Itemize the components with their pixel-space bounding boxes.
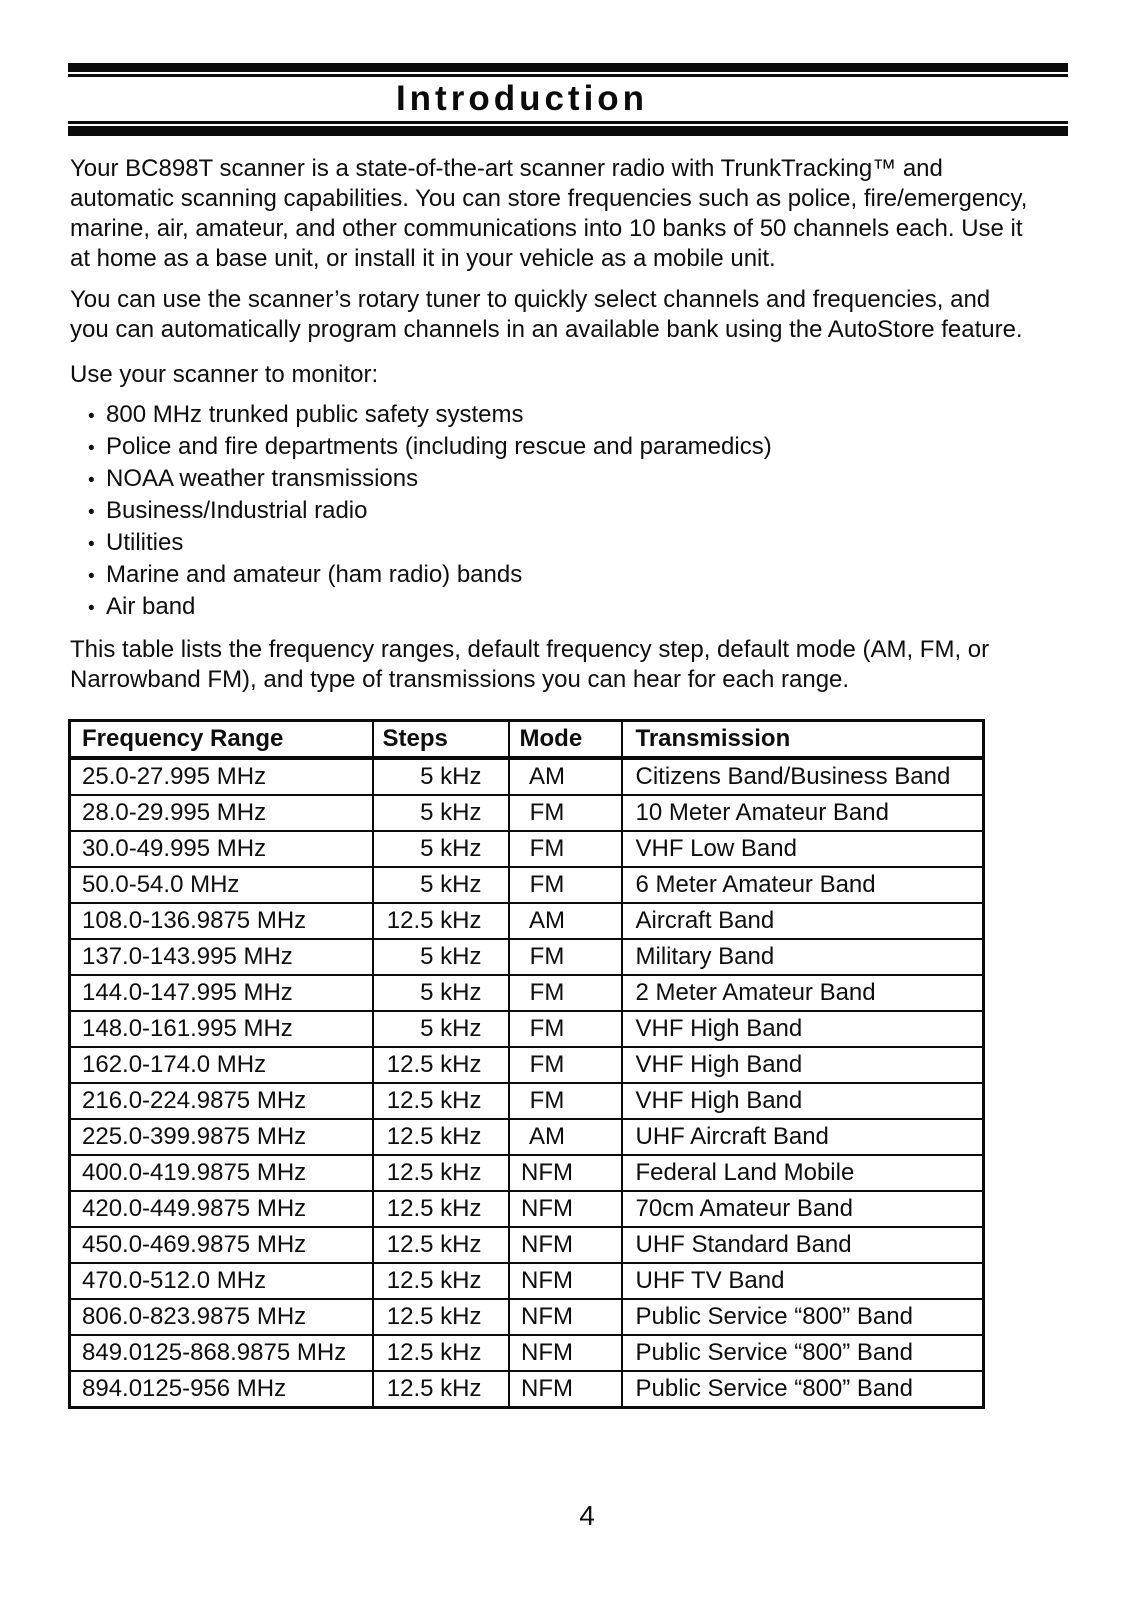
- text-line: you can automatically program channels in an available bank using the AutoStore feature.: [70, 316, 1023, 343]
- transmission-cell: 2 Meter Amateur Band: [622, 975, 984, 1011]
- bullet-icon: •: [88, 470, 95, 491]
- frequency-range-cell: 806.0-823.9875 MHz: [70, 1299, 373, 1335]
- mode-cell: FM: [509, 1011, 622, 1047]
- table-description-paragraph: [70, 635, 1070, 695]
- steps-cell: 12.5 kHz: [373, 1191, 509, 1227]
- bullet-label: Air band: [106, 593, 196, 620]
- bullet-label: Utilities: [106, 529, 184, 556]
- frequency-range-cell: 144.0-147.995 MHz: [70, 975, 373, 1011]
- text-line: Narrowband FM), and type of transmissions you can hear for each range.: [70, 666, 850, 693]
- mode-cell: NFM: [509, 1191, 622, 1227]
- mode-cell: NFM: [509, 1227, 622, 1263]
- transmission-cell: Aircraft Band: [622, 903, 984, 939]
- transmission-cell: VHF High Band: [622, 1083, 984, 1119]
- transmission-cell: Federal Land Mobile: [622, 1155, 984, 1191]
- bullet-icon: •: [88, 598, 95, 619]
- column-header: Mode: [509, 721, 622, 759]
- text-line: Use your scanner to monitor:: [70, 361, 379, 388]
- steps-cell: 12.5 kHz: [373, 1155, 509, 1191]
- column-header: Frequency Range: [70, 721, 373, 759]
- text-line: at home as a base unit, or install it in your vehicle as a mobile unit.: [70, 245, 776, 272]
- mode-cell: FM: [509, 975, 622, 1011]
- transmission-cell: Citizens Band/Business Band: [622, 758, 984, 795]
- table-row: [70, 975, 984, 1011]
- transmission-cell: VHF High Band: [622, 1011, 984, 1047]
- steps-cell: 5 kHz: [373, 939, 509, 975]
- transmission-cell: UHF Aircraft Band: [622, 1119, 984, 1155]
- frequency-range-cell: 50.0-54.0 MHz: [70, 867, 373, 903]
- transmission-cell: 10 Meter Amateur Band: [622, 795, 984, 831]
- mode-cell: FM: [509, 939, 622, 975]
- table-row: [70, 939, 984, 975]
- bullet-item: [70, 432, 1070, 464]
- monitor-bullet-list: [70, 400, 1070, 624]
- text-line: Your BC898T scanner is a state-of-the-art scanner radio with TrunkTracking™ and: [70, 155, 943, 182]
- frequency-range-cell: 849.0125-868.9875 MHz: [70, 1335, 373, 1371]
- table-row: [70, 1299, 984, 1335]
- transmission-cell: 70cm Amateur Band: [622, 1191, 984, 1227]
- frequency-range-cell: 25.0-27.995 MHz: [70, 758, 373, 795]
- mode-cell: AM: [509, 903, 622, 939]
- steps-cell: 12.5 kHz: [373, 1227, 509, 1263]
- frequency-range-cell: 894.0125-956 MHz: [70, 1371, 373, 1408]
- page-number: 4: [579, 1500, 595, 1531]
- page-title: Introduction: [395, 79, 649, 118]
- frequency-range-cell: 28.0-29.995 MHz: [70, 795, 373, 831]
- steps-cell: 5 kHz: [373, 831, 509, 867]
- table-row: [70, 1371, 984, 1408]
- table-row: [70, 831, 984, 867]
- transmission-cell: VHF High Band: [622, 1047, 984, 1083]
- bullet-label: 800 MHz trunked public safety systems: [106, 401, 524, 428]
- transmission-cell: UHF TV Band: [622, 1263, 984, 1299]
- table-row: [70, 1155, 984, 1191]
- steps-cell: 5 kHz: [373, 975, 509, 1011]
- mode-cell: NFM: [509, 1155, 622, 1191]
- steps-cell: 12.5 kHz: [373, 1083, 509, 1119]
- bullet-icon: •: [88, 534, 95, 555]
- table-header-row: [70, 721, 984, 759]
- bullet-item: [70, 592, 1070, 624]
- bullet-item: [70, 400, 1070, 432]
- header-rule-thick-bottom: [68, 126, 1068, 136]
- table-row: [70, 795, 984, 831]
- frequency-range-cell: 30.0-49.995 MHz: [70, 831, 373, 867]
- bullet-item: [70, 560, 1070, 592]
- table-row: [70, 1011, 984, 1047]
- monitor-lead-in: [70, 360, 1070, 390]
- bullet-item: [70, 464, 1070, 496]
- intro-paragraph: [70, 154, 1070, 274]
- steps-cell: 12.5 kHz: [373, 1263, 509, 1299]
- mode-cell: AM: [509, 758, 622, 795]
- steps-cell: 5 kHz: [373, 1011, 509, 1047]
- transmission-cell: VHF Low Band: [622, 831, 984, 867]
- mode-cell: NFM: [509, 1263, 622, 1299]
- table-row: [70, 1227, 984, 1263]
- bullet-label: Business/Industrial radio: [106, 497, 368, 524]
- bullet-icon: •: [88, 406, 95, 427]
- transmission-cell: Public Service “800” Band: [622, 1299, 984, 1335]
- frequency-range-cell: 400.0-419.9875 MHz: [70, 1155, 373, 1191]
- transmission-cell: UHF Standard Band: [622, 1227, 984, 1263]
- header-rule-thick-top: [68, 63, 1068, 72]
- frequency-range-cell: 137.0-143.995 MHz: [70, 939, 373, 975]
- bullet-icon: •: [88, 502, 95, 523]
- mode-cell: FM: [509, 831, 622, 867]
- mode-cell: NFM: [509, 1299, 622, 1335]
- bullet-item: [70, 528, 1070, 560]
- steps-cell: 5 kHz: [373, 795, 509, 831]
- frequency-range-cell: 225.0-399.9875 MHz: [70, 1119, 373, 1155]
- steps-cell: 12.5 kHz: [373, 1047, 509, 1083]
- bullet-label: Marine and amateur (ham radio) bands: [106, 561, 523, 588]
- bullet-icon: •: [88, 566, 95, 587]
- mode-cell: NFM: [509, 1335, 622, 1371]
- frequency-range-cell: 162.0-174.0 MHz: [70, 1047, 373, 1083]
- table-row: [70, 1191, 984, 1227]
- mode-cell: FM: [509, 1083, 622, 1119]
- steps-cell: 12.5 kHz: [373, 1299, 509, 1335]
- steps-cell: 12.5 kHz: [373, 903, 509, 939]
- header-rule-thin-bottom: [68, 121, 1068, 124]
- text-line: automatic scanning capabilities. You can store frequencies such as police, fire/emergency,: [70, 185, 1028, 212]
- frequency-range-cell: 148.0-161.995 MHz: [70, 1011, 373, 1047]
- mode-cell: FM: [509, 795, 622, 831]
- transmission-cell: Military Band: [622, 939, 984, 975]
- column-header: Transmission: [622, 721, 984, 759]
- bullet-label: NOAA weather transmissions: [106, 465, 419, 492]
- mode-cell: AM: [509, 1119, 622, 1155]
- table-row: [70, 1335, 984, 1371]
- bullet-item: [70, 496, 1070, 528]
- mode-cell: NFM: [509, 1371, 622, 1408]
- bullet-icon: •: [88, 438, 95, 459]
- steps-cell: 12.5 kHz: [373, 1119, 509, 1155]
- frequency-range-table: [68, 719, 985, 1409]
- mode-cell: FM: [509, 867, 622, 903]
- transmission-cell: Public Service “800” Band: [622, 1335, 984, 1371]
- table-row: [70, 903, 984, 939]
- frequency-range-cell: 450.0-469.9875 MHz: [70, 1227, 373, 1263]
- text-line: You can use the scanner’s rotary tuner to quickly select channels and frequencies, and: [70, 286, 991, 313]
- table-row: [70, 1119, 984, 1155]
- column-header: Steps: [373, 721, 509, 759]
- table-row: [70, 758, 984, 795]
- text-line: marine, air, amateur, and other communications into 10 banks of 50 channels each. Use it: [70, 215, 1023, 242]
- transmission-cell: Public Service “800” Band: [622, 1371, 984, 1408]
- steps-cell: 12.5 kHz: [373, 1371, 509, 1408]
- steps-cell: 12.5 kHz: [373, 1335, 509, 1371]
- bullet-label: Police and fire departments (including rescue and paramedics): [106, 433, 772, 460]
- frequency-range-cell: 470.0-512.0 MHz: [70, 1263, 373, 1299]
- frequency-range-cell: 420.0-449.9875 MHz: [70, 1191, 373, 1227]
- table-row: [70, 1263, 984, 1299]
- steps-cell: 5 kHz: [373, 758, 509, 795]
- table-row: [70, 1083, 984, 1119]
- table-body: [70, 758, 984, 1408]
- table-row: [70, 867, 984, 903]
- rotary-tuner-paragraph: [70, 285, 1070, 345]
- frequency-range-cell: 108.0-136.9875 MHz: [70, 903, 373, 939]
- steps-cell: 5 kHz: [373, 867, 509, 903]
- text-line: This table lists the frequency ranges, default frequency step, default mode (AM, FM, or: [70, 636, 990, 663]
- frequency-range-cell: 216.0-224.9875 MHz: [70, 1083, 373, 1119]
- table-row: [70, 1047, 984, 1083]
- header-rule-thin-top: [68, 74, 1068, 77]
- mode-cell: FM: [509, 1047, 622, 1083]
- transmission-cell: 6 Meter Amateur Band: [622, 867, 984, 903]
